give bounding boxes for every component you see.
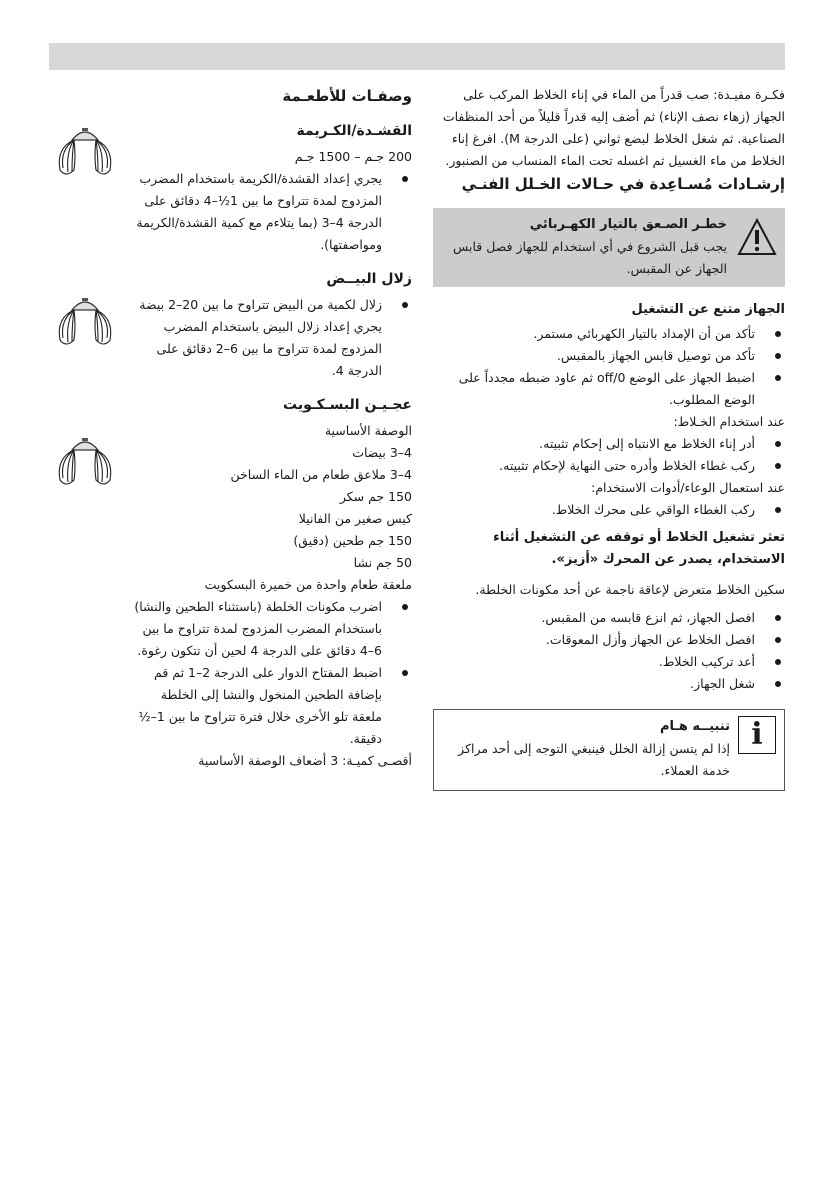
twin-whisk-icon: [52, 432, 118, 492]
electric-shock-warning: [433, 208, 785, 287]
stall-title: تعثر تشغيل الخلاط أو توقفه عن التشغيل أثناء الاستخدام، يصدر عن المحرك «أزيز».: [493, 530, 785, 567]
twin-whisk-icon: [52, 292, 118, 352]
recipe-cream: [130, 120, 412, 256]
no-operation-list: [433, 323, 785, 411]
blender-label: عند استخدام الخـلاط:: [673, 414, 785, 429]
ingredient: 150 جم طحين (دقيق): [293, 533, 412, 548]
recipe-sponge: [130, 394, 412, 772]
sponge-subtitle: الوصفة الأساسية: [324, 423, 412, 438]
twin-whisk-icon: [52, 122, 118, 182]
ingredient: كيس صغير من الفانيلا: [298, 511, 412, 526]
recipes-column: [130, 84, 412, 772]
info-icon: i: [738, 716, 776, 754]
important-notice: [433, 709, 785, 791]
ingredient: ملعقة طعام واحدة من خميرة البسكويت: [204, 577, 412, 592]
list-item: اضبط المفتاح الدوار على الدرجة 2–1 ثم قم بإضافة الطحين المنخول والنشا إلى الخلطة ملعقة تلو الأخرى خلال فترة تتراوح ما بين 1–½ دقيقة.: [130, 662, 412, 750]
warning-triangle-icon: [733, 218, 777, 263]
notice-title: تنبيــه هـام: [660, 719, 730, 734]
sponge-list: [130, 596, 412, 750]
list-item: اضرب مكونات الخلطة (باستثناء الطحين والنشا) باستخدام المضرب المزدوج لمدة تتراوح ما بين 6–4 دقائق على الدرجة 4 لحين أن تتكون رغوة.: [130, 596, 412, 662]
stall-description: سكين الخلاط متعرض لإعاقة ناجمة عن أحد مكونات الخلطة.: [475, 582, 785, 597]
warning-text: يجب قبل الشروع في أي استخدام للجهاز فصل قابس الجهاز عن المقبس.: [453, 239, 727, 276]
warning-title: خطـر الصـعق بالتيار الكهـربائي: [529, 217, 727, 232]
container-list: [433, 499, 785, 521]
no-operation-title: الجهاز متنع عن التشغيل: [631, 302, 785, 317]
cleaning-tip: فكـرة مفيـدة: صب قدراً من الماء في إناء الخلاط المركب على الجهاز (زهاء نصف الإناء) ثم أضف إليه قدراً قليلاً من أحد المنظفات الصناعية. ثم شغل الخلاط لبضع ثواني (على الدرجة M). افرغ إناء الخلاط من ماء الغسيل ثم اغسله تحت الماء المنساب من الصنبور.: [442, 87, 785, 168]
cream-list: [130, 168, 412, 256]
cream-title: القشـدة/الكـريمة: [296, 123, 412, 139]
list-item: تأكد من توصيل قابس الجهاز بالمقبس.: [433, 345, 785, 367]
list-item: يجري إعداد القشدة/الكريمة باستخدام المضرب المزدوج لمدة تتراوح ما بين 1½–4 دقائق على الدرجة 4–3 (بما يتلاءم مع كمية القشدة/الكريمة ومواصفتها).: [130, 168, 412, 256]
list-item: اضبط الجهاز على الوضع 0/off ثم عاود ضبطه مجدداً على الوضع المطلوب.: [433, 367, 785, 411]
egg-white-list: [130, 294, 412, 382]
container-label: عند استعمال الوعاء/أدوات الاستخدام:: [591, 480, 785, 495]
notice-text: إذا لم يتسن إزالة الخلل فينبغي التوجه إلى أحد مراكز خدمة العملاء.: [458, 741, 730, 778]
list-item: زلال لكمية من البيض تتراوح ما بين 20–2 بيضة يجري إعداد زلال البيض باستخدام المضرب المزدوج لمدة تتراوح ما بين 6–2 دقائق على الدرجة 4.: [130, 294, 412, 382]
troubleshooting-column: [433, 84, 785, 791]
stall-list: [433, 607, 785, 695]
blender-list: [433, 433, 785, 477]
recipes-title: وصفـات للأطعـمة: [282, 87, 412, 105]
sponge-title: عجـيـن البسـكـويت: [283, 397, 412, 413]
ingredient: 4–3 ملاعق طعام من الماء الساخن: [230, 467, 412, 482]
list-item: افصل الخلاط عن الجهاز وأزل المعوقات.: [433, 629, 785, 651]
max-quantity: أقصـى كميـة: 3 أضعاف الوصفة الأساسية: [198, 753, 412, 768]
list-item: أدر إناء الخلاط مع الانتباه إلى إحكام تثبيته.: [433, 433, 785, 455]
list-item: ركب الغطاء الواقي على محرك الخلاط.: [433, 499, 785, 521]
list-item: افصل الجهاز، ثم انزع قابسه من المقبس.: [433, 607, 785, 629]
recipe-egg-white: [130, 268, 412, 382]
troubleshooting-title: إرشـادات مُسـاعِدة في حـالات الخـلل الفنـي: [461, 175, 785, 193]
list-item: ركب غطاء الخلاط وأدره حتى النهاية لإحكام تثبيته.: [433, 455, 785, 477]
list-item: تأكد من أن الإمداد بالتيار الكهربائي مستمر.: [433, 323, 785, 345]
cream-amount: 200 جـم – 1500 جـم: [294, 149, 412, 164]
list-item: أعد تركيب الخلاط.: [433, 651, 785, 673]
list-item: شغل الجهاز.: [433, 673, 785, 695]
ingredient: 150 جم سكر: [339, 489, 412, 504]
ingredient: 50 جم نشا: [353, 555, 412, 570]
header-bar: [49, 43, 785, 70]
ingredient: 4–3 بيضات: [352, 445, 412, 460]
egg-white-title: زلال البيــض: [326, 271, 412, 287]
